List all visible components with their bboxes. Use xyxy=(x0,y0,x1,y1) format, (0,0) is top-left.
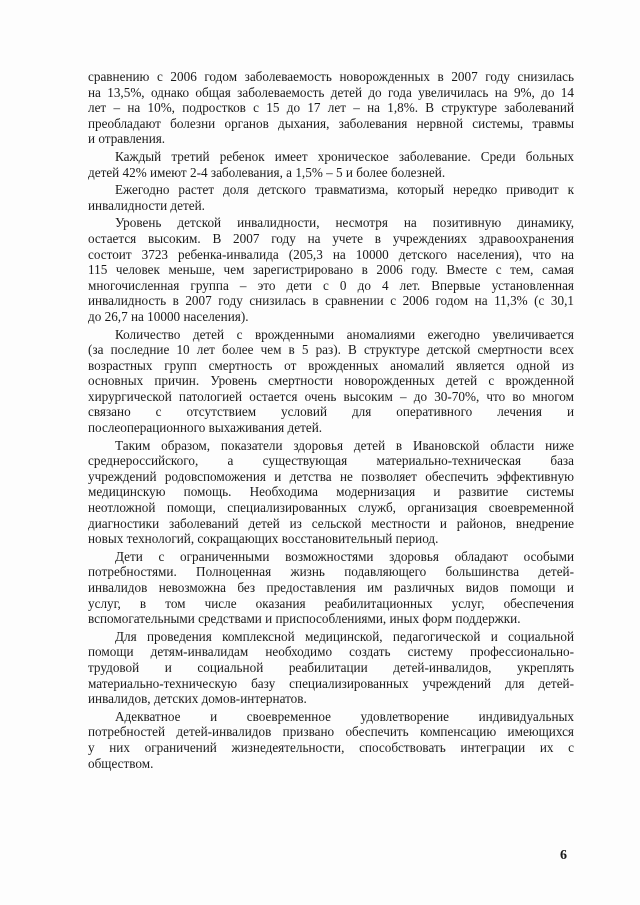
text-line: Каждый третий ребенок имеет хроническое заболевание. Среди больных xyxy=(115,148,574,164)
text-line: послеоперационного выхаживания детей. xyxy=(88,420,323,436)
page-number: 6 xyxy=(560,848,567,863)
text-line: обществом. xyxy=(88,755,154,771)
text-line: детей 42% имеют 2-4 заболевания, а 1,5% – 5 и более болезней. xyxy=(88,164,446,180)
text-line: инвалидов, детских домов-интернатов. xyxy=(88,691,307,707)
text-line: среднероссийского, а существующая материально-техническая база xyxy=(88,453,574,469)
text-line: Адекватное и своевременное удовлетворение индивидуальных xyxy=(115,708,574,724)
text-line: Количество детей с врожденными аномалиями ежегодно увеличивается xyxy=(115,326,574,342)
text-line: вспомогательными средствами и приспособлениями, иных форм поддержки. xyxy=(88,611,521,627)
text-line: и отравления. xyxy=(88,131,166,147)
text-line: 115 человек меньше, чем зарегистрировано в 2006 году. Вместе с тем, самая xyxy=(88,262,574,278)
text-line: помощи детям-инвалидам необходимо создать систему профессионально- xyxy=(88,644,574,660)
text-line: инвалидов невозможна без предоставления им различных видов помощи и xyxy=(88,580,574,595)
text-line: Таким образом, показатели здоровья детей в Ивановской области ниже xyxy=(115,437,574,453)
text-line: остается высоким. В 2007 году на учете в учреждениях здравоохранения xyxy=(88,230,574,246)
body-text xyxy=(88,69,574,771)
text-line: сравнению с 2006 годом заболеваемость новорожденных в 2007 году снизилась xyxy=(88,69,574,84)
text-line: преобладают болезни органов дыхания, заболевания нервной системы, травмы xyxy=(88,115,574,131)
text-line: материально-техническую базу специализированных учреждений для детей- xyxy=(88,675,574,691)
text-line: инвалидности детей. xyxy=(88,197,205,213)
text-line: (за последние 10 лет более чем в 5 раз). В структуре детской смертности всех xyxy=(88,342,574,358)
text-line: услуг, в том числе оказания реабилитационных услуг, обеспечения xyxy=(88,595,574,611)
text-line: на 13,5%, однако общая заболеваемость детей до года увеличилась на 9%, до 14 xyxy=(88,84,574,100)
text-line: Ежегодно растет доля детского травматизма, который нередко приводит к xyxy=(115,182,574,198)
text-line: состоит 3723 ребенка-инвалида (205,3 на 10000 детского населения), что на xyxy=(88,246,574,262)
text-line: трудовой и социальной реабилитации детей-инвалидов, укреплять xyxy=(88,659,574,675)
text-line: у них ограничений жизнедеятельности, способствовать интеграции их с xyxy=(88,739,574,755)
text-line: до 26,7 на 10000 населения). xyxy=(88,308,249,324)
text-line: связано с отсутствием условий для оперативного лечения и xyxy=(88,404,574,420)
text-line: лет – на 10%, подростков с 15 до 17 лет – на 1,8%. В структуре заболеваний xyxy=(88,100,574,116)
text-line: медицинскую помощь. Необходима модернизация и развитие системы xyxy=(88,484,574,500)
text-line: потребностями. Полноценная жизнь подавляющего большинства детей- xyxy=(88,564,574,580)
text-line: потребностей детей-инвалидов призвано обеспечить компенсацию имеющихся xyxy=(88,724,574,740)
text-line: неотложной помощи, специализированных служб, организация своевременной xyxy=(88,500,574,516)
text-line: Для проведения комплексной медицинской, педагогической и социальной xyxy=(115,628,574,644)
text-line: Уровень детской инвалидности, несмотря на позитивную динамику, xyxy=(115,215,574,231)
text-line: основных причин. Уровень смертности новорожденных детей с врожденной xyxy=(88,373,574,389)
text-line: возрастных групп смертность от врожденных аномалий является одной из xyxy=(88,357,574,373)
text-line: многочисленная группа – это дети с 0 до 4 лет. Впервые установленная xyxy=(88,277,574,293)
text-line: хирургической патологией остается очень высоким – до 30-70%, что во многом xyxy=(88,388,574,404)
text-line: Дети с ограниченными возможностями здоровья обладают особыми xyxy=(115,548,574,564)
text-line: учреждений родовспоможения и детства не позволяет обеспечить эффективную xyxy=(88,468,574,484)
text-line: инвалидность в 2007 году снизилась в сравнении с 2006 годом на 11,3% (с 30,1 xyxy=(88,293,574,309)
text-line: диагностики заболеваний детей из сельской местности и районов, внедрение xyxy=(88,515,574,531)
text-line: новых технологий, сокращающих восстановительный период. xyxy=(88,531,439,547)
